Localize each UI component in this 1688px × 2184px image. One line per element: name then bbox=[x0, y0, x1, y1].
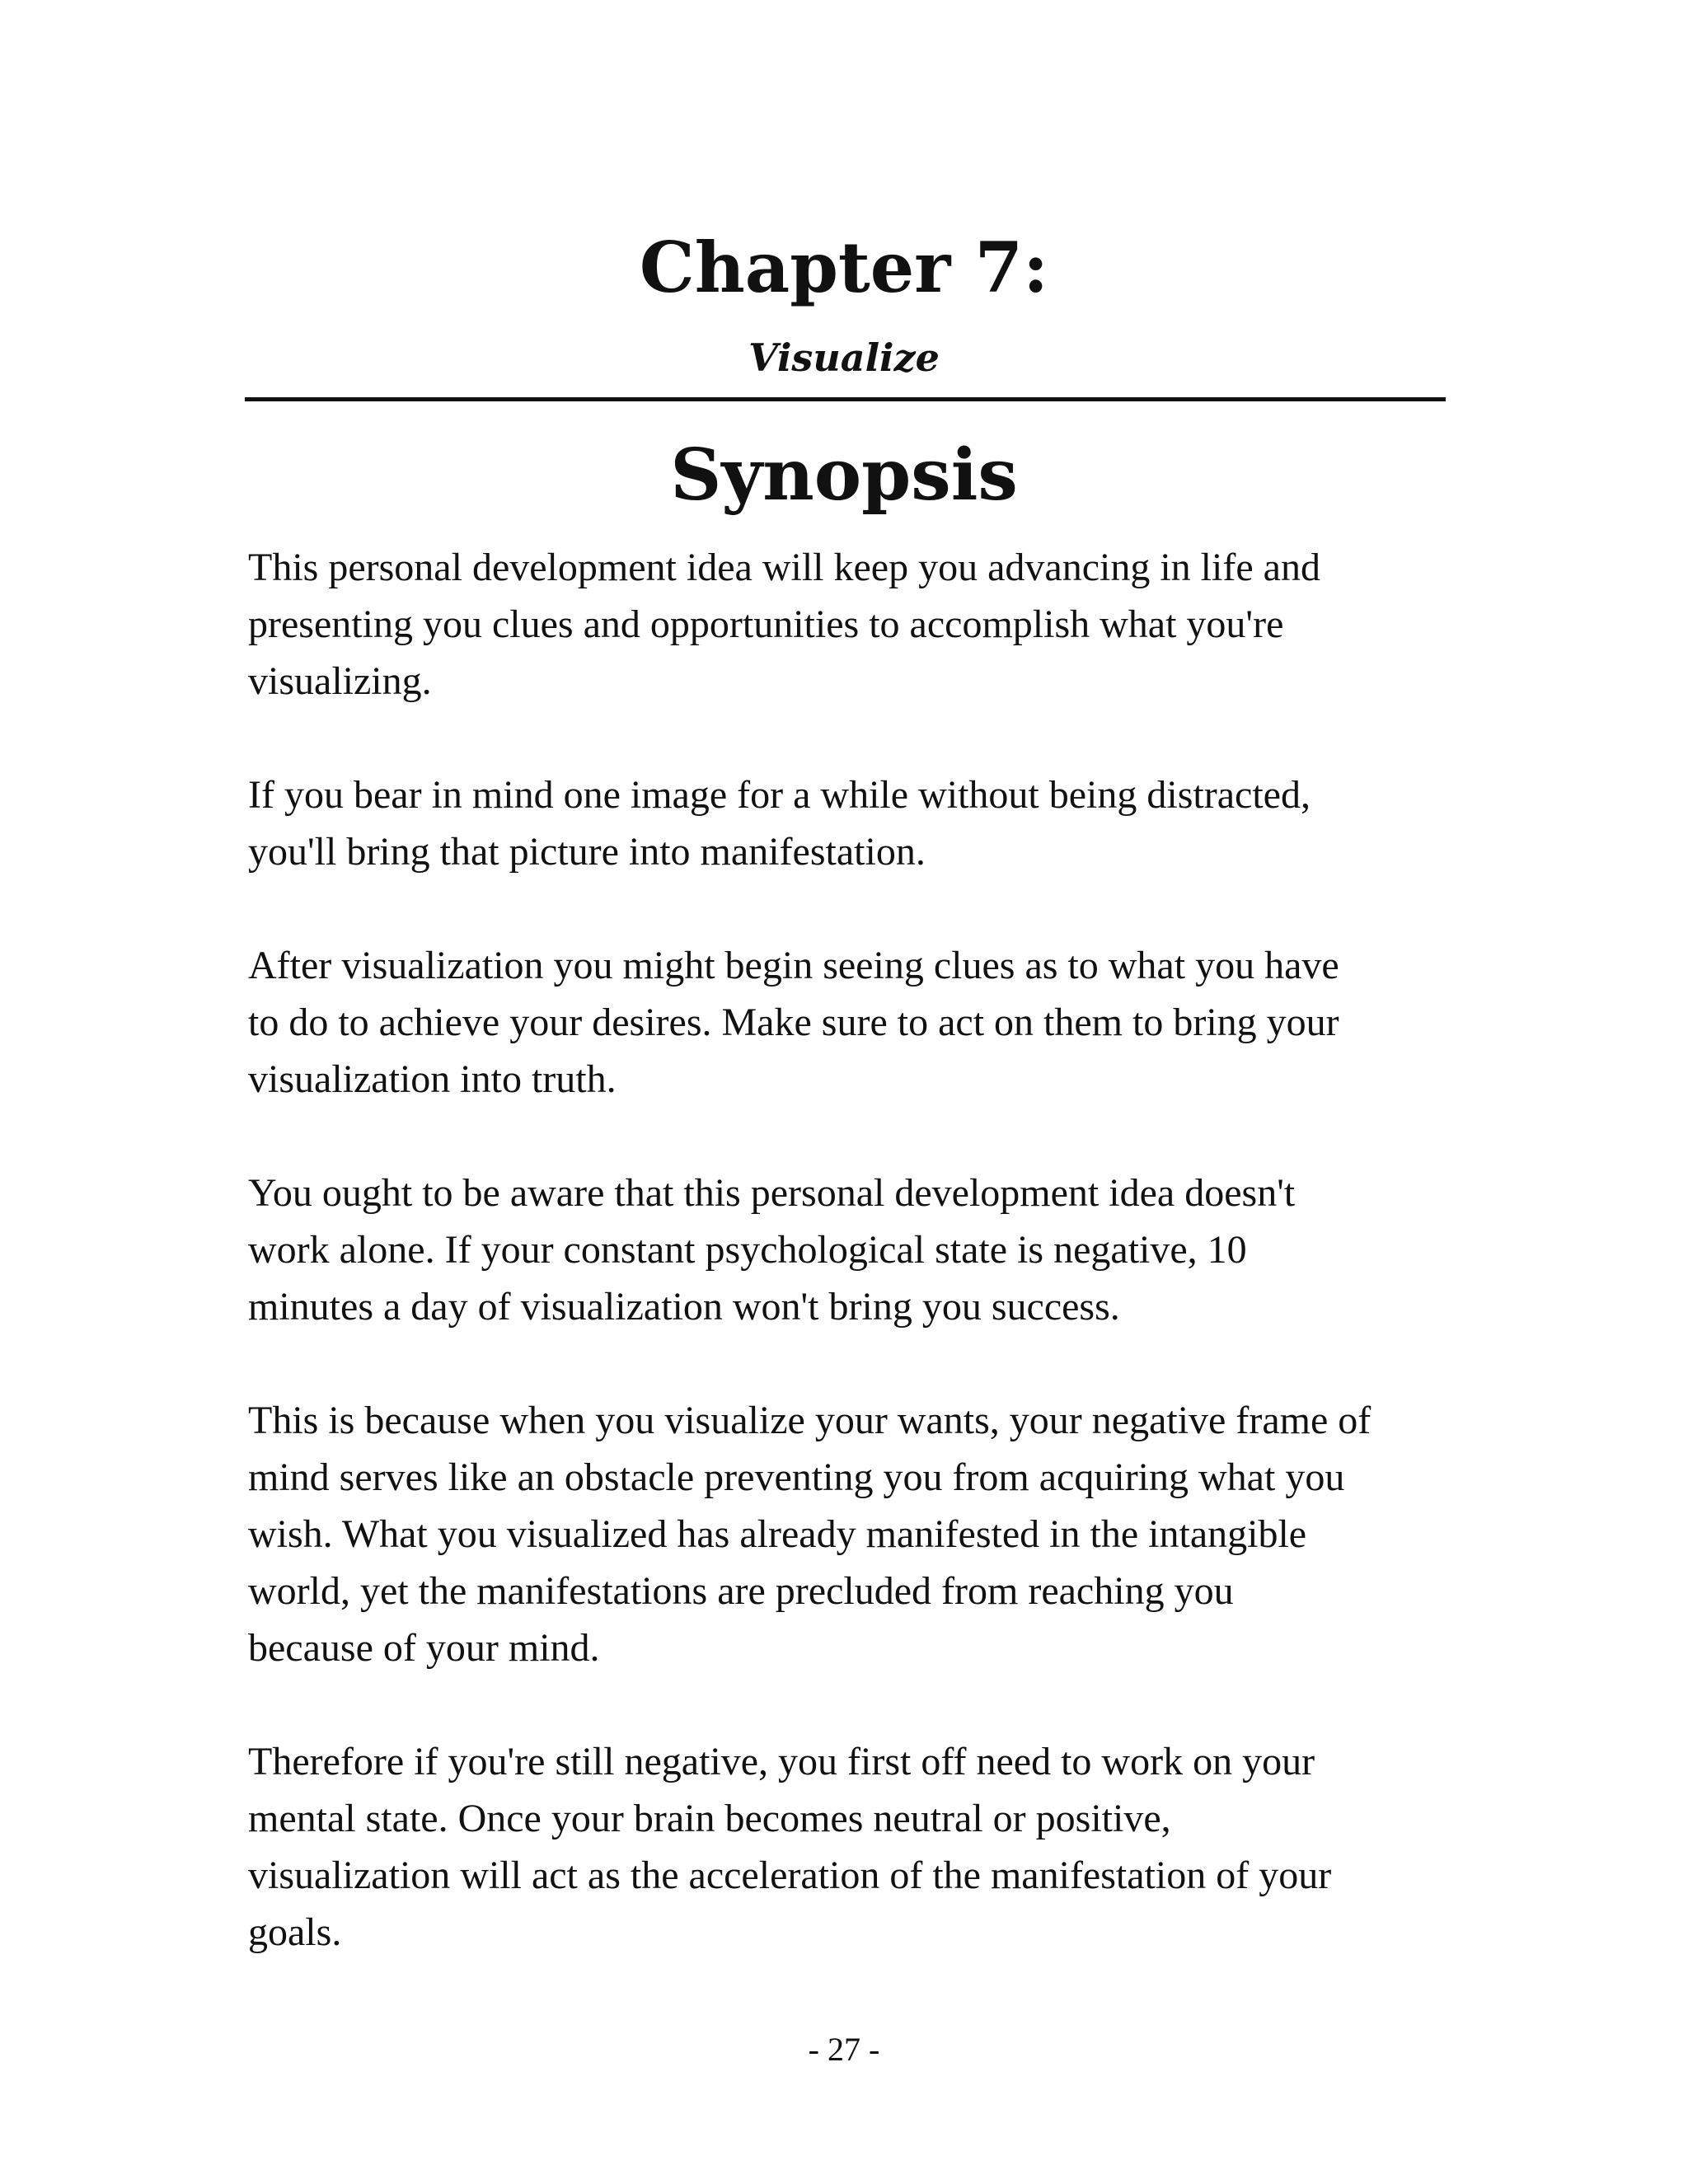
page-number: - 27 - bbox=[808, 2031, 880, 2068]
paragraph: Therefore if you're still negative, you first off need to work on your mental state. Once your brain becomes neutral or positive, visualization will act as the acceleration of the manifestation of your goals. bbox=[248, 1740, 1332, 1954]
section-heading: Synopsis bbox=[670, 434, 1018, 517]
chapter-title: Chapter 7: bbox=[639, 227, 1049, 308]
body-text bbox=[248, 539, 1451, 2018]
paragraph: You ought to be aware that this personal development idea doesn't work alone. If your constant psychological state is negative, 10 minutes a day of visualization won't bring you success. bbox=[248, 1171, 1296, 1329]
chapter-subtitle: Visualize bbox=[748, 335, 940, 380]
paragraph: If you bear in mind one image for a while without being distracted, you'll bring that picture into manifestation. bbox=[248, 773, 1311, 874]
paragraph: This personal development idea will keep you advancing in life and presenting you clues and opportunities to accomplish what you're visualizing. bbox=[248, 546, 1320, 703]
chapter-divider bbox=[245, 397, 1446, 401]
paragraph: This is because when you visualize your wants, your negative frame of mind serves like an obstacle preventing you from acquiring what you wish. What you visualized has already manifested in the intangible world, yet the manifestations are precluded from reaching you because of your mind. bbox=[248, 1399, 1372, 1670]
paragraph: After visualization you might begin seeing clues as to what you have to do to achieve your desires. Make sure to act on them to bring your visualization into truth. bbox=[248, 944, 1339, 1101]
